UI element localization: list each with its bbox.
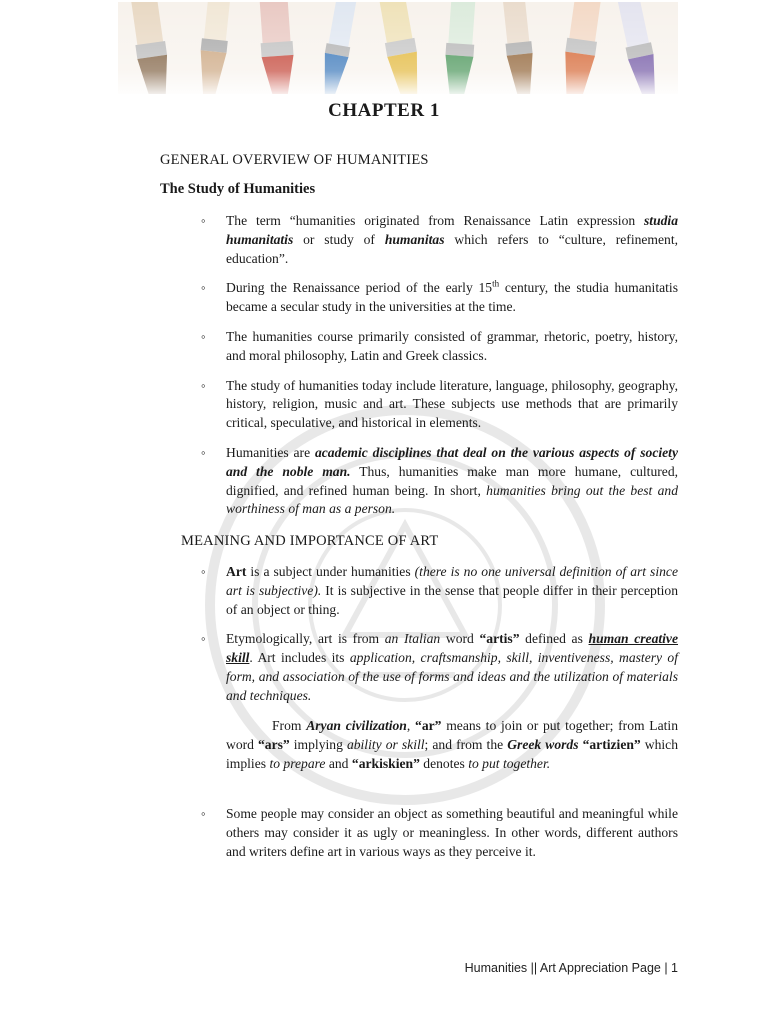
term-greek-words: Greek words — [507, 736, 579, 752]
list-item — [200, 444, 678, 519]
term-artizien: “artizien” — [582, 736, 641, 752]
text-run: , — [406, 718, 416, 733]
text-run: ; and from the — [424, 736, 508, 752]
term-art: Art — [226, 564, 247, 579]
list-item — [200, 279, 678, 317]
list-item: ◦ The humanities course primarily consisted of grammar, rhetoric, poetry, history, and moral philosophy, Latin and Greek classics. — [200, 328, 678, 366]
emphasis-academic-disciplines: academic disciplines that deal on the various aspects of society and the noble man. — [226, 444, 678, 479]
text-run: During the Renaissance period of the early 15 — [226, 280, 493, 296]
paintbrush-banner-image — [118, 2, 678, 94]
emphasis-humanities-bring-out: humanities bring out the best and worthiness of man as a person. — [226, 482, 678, 517]
section-heading-meaning-of-art: MEANING AND IMPORTANCE OF ART — [181, 533, 439, 549]
list-item: ◦ The study of humanities today include literature, language, philosophy, geography, history, religion, music and art. These subjects use methods that are primarily critical, speculative, and historical in elements. — [200, 377, 678, 433]
text-run: denotes — [419, 755, 469, 771]
emphasis-art-includes: application, craftsmanship, skill, inventiveness, mastery of form, and association of the use of forms and ideas and the utilization of materials and techniques. — [226, 650, 679, 703]
chapter-title: CHAPTER 1 — [328, 100, 440, 121]
text-run: and — [325, 755, 352, 771]
term-artis: “artis” — [479, 631, 520, 647]
emphasis-an-italian: an Italian — [384, 631, 441, 647]
term-human-creative-skill: human creative skill — [226, 631, 679, 666]
text-run: defined as — [519, 631, 589, 647]
text-run: Etymologically, art is from — [226, 631, 385, 647]
art-bullet-list — [200, 563, 678, 717]
term-aryan-civilization: Aryan civilization — [306, 718, 407, 733]
list-item — [200, 563, 678, 619]
text-run: From — [272, 718, 307, 733]
text-run: The term “humanities originated from Renaissance Latin expression — [226, 213, 644, 228]
text-run: word — [440, 631, 480, 647]
etymology-paragraph — [200, 717, 678, 773]
term-studia-humanitatis: studia humanitatis — [226, 213, 678, 247]
superscript-th: th — [492, 278, 500, 289]
text-run: century, the studia humanitatis became a secular study in the universities at the time. — [226, 280, 678, 315]
subheading-study-of-humanities: The Study of Humanities — [160, 181, 316, 197]
term-arkiskien: “arkiskien” — [351, 755, 420, 771]
text-run: implying — [289, 736, 347, 752]
text-run: Humanities are — [226, 444, 315, 460]
etymology-paragraph-container — [200, 717, 678, 773]
emphasis-to-prepare: to prepare — [269, 755, 326, 771]
text-run: is a subject under humanities — [246, 564, 415, 579]
list-item — [200, 630, 678, 705]
term-ar: “ar” — [415, 718, 442, 733]
term-humanitas: humanitas — [384, 231, 445, 247]
term-ars: “ars” — [258, 736, 290, 752]
text-run: . Art includes its — [249, 650, 350, 666]
humanities-bullet-list — [200, 212, 678, 530]
art-bullet-list-continued — [200, 805, 678, 872]
emphasis-ability-or-skill: ability or skill — [346, 736, 425, 752]
text-run: means to join or put together; from Latin word — [226, 718, 678, 752]
emphasis-no-universal-definition: (there is no one universal definition of art since art is subjective). — [226, 564, 678, 598]
section-heading-general-overview: GENERAL OVERVIEW OF HUMANITIES — [160, 152, 429, 168]
page-footer: Humanities || Art Appreciation Page | 1 — [464, 961, 678, 975]
list-item — [200, 212, 678, 268]
list-item: ◦ Some people may consider an object as something beautiful and meaningful while others may consider it as ugly or meaningless. In other words, different authors and writers define art in various ways as they perceive it. — [200, 805, 678, 861]
text-run: which implies — [226, 736, 678, 771]
text-run: It is subjective in the sense that people differ in their perception of an object or thing. — [226, 582, 678, 617]
text-run: which refers to “culture, refinement, education”. — [226, 231, 679, 266]
text-run: Thus, humanities make man more humane, cultured, dignified, and refined human being. In short, — [226, 463, 679, 498]
text-run: or study of — [293, 231, 385, 247]
emphasis-to-put-together: to put together. — [468, 755, 551, 771]
